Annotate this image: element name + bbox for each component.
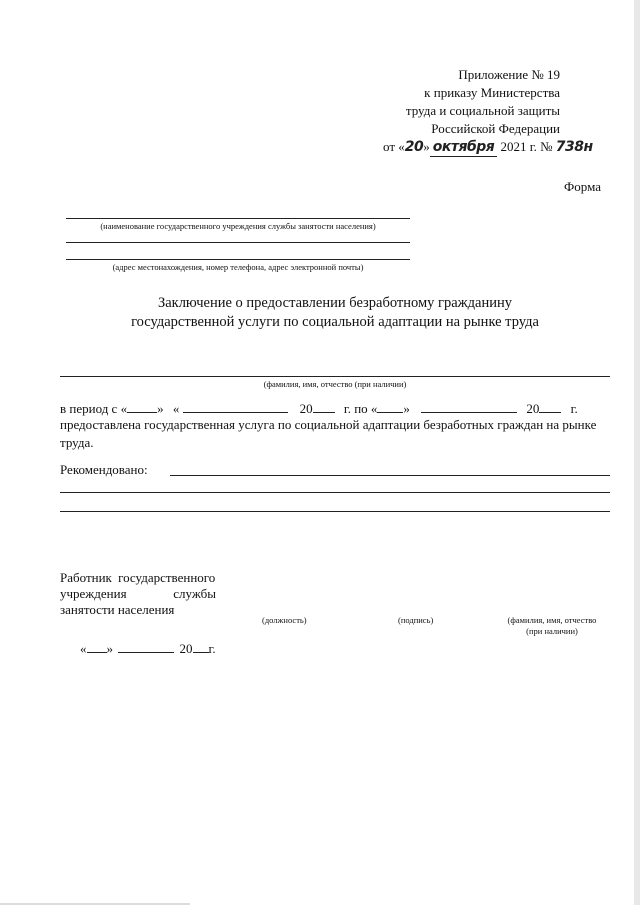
title-line: Заключение о предоставлении безработному гражданину	[157, 295, 513, 311]
signature-caption: (подпись)	[398, 615, 434, 625]
agency-name-caption: (наименование государственного учреждения службы занятости населения)	[100, 221, 376, 231]
recommended-label: Рекомендовано:	[60, 462, 148, 477]
sign-year-blank	[193, 640, 209, 653]
address-caption: (адрес местонахождения, номер телефона, адрес электронной почты)	[112, 262, 364, 272]
quote-open: «	[80, 641, 87, 656]
position-caption: (должность)	[262, 615, 307, 625]
sign-month-blank	[118, 640, 174, 653]
year-prefix: 20	[299, 401, 313, 416]
fio-caption: (фамилия, имя, отчество (при наличии)	[263, 379, 407, 389]
service-text-line: предоставлена государственная услуга по социальной адаптации безработных граждан на рынке	[60, 417, 597, 432]
agency-name-field-line-2	[66, 242, 410, 243]
quote-open: «	[172, 401, 180, 416]
year-prefix: 20	[179, 641, 193, 656]
day-from-blank	[127, 400, 157, 413]
recommended-field-line-3	[60, 511, 610, 512]
fio-sign-caption-line: (фамилия, имя, отчество	[507, 615, 597, 625]
month-from-blank	[183, 400, 288, 413]
order-date-line: от «20» октября 2021 г. № 738н	[383, 139, 593, 155]
year-prefix: 20	[526, 401, 540, 416]
appendix-line: к приказу Министерства	[424, 85, 560, 100]
month-to-blank	[421, 400, 517, 413]
service-text	[60, 416, 612, 452]
document-title	[60, 294, 610, 332]
service-text-line: труда.	[60, 435, 94, 450]
year-to-blank	[539, 400, 561, 413]
date-day-handwritten: 20	[404, 139, 424, 155]
worker-word: службы	[173, 586, 216, 601]
year-suffix: г.	[570, 401, 578, 416]
appendix-line: Российской Федерации	[431, 121, 560, 136]
worker-line: занятости населения	[60, 602, 175, 617]
sign-date-line	[80, 640, 216, 658]
year-suffix: г.	[208, 641, 216, 656]
scan-edge-shadow	[634, 0, 640, 905]
date-prefix: от «	[383, 139, 405, 154]
fio-sign-caption-line: (при наличии)	[526, 626, 578, 636]
form-label: Форма	[564, 179, 601, 194]
quote-close: »	[403, 401, 410, 416]
recommended-field-line	[170, 475, 610, 476]
appendix-header	[360, 66, 560, 138]
period-to-label: г. по «	[343, 401, 378, 416]
quote-close: »	[106, 641, 113, 656]
appendix-line: Приложение № 19	[458, 67, 560, 82]
period-from-label: в период с «	[60, 401, 128, 416]
appendix-line: труда и социальной защиты	[405, 103, 560, 118]
worker-label	[60, 570, 216, 618]
year-from-blank	[313, 400, 335, 413]
worker-word: учреждения	[60, 586, 127, 601]
day-to-blank	[377, 400, 403, 413]
date-month-handwritten: октября	[430, 138, 498, 157]
fio-sign-caption	[498, 615, 606, 637]
agency-name-field-line	[66, 218, 410, 219]
worker-line	[60, 586, 216, 602]
title-line: государственной услуги по социальной адаптации на рынке труда	[131, 314, 539, 330]
date-year: 2021 г. №	[500, 139, 553, 154]
address-field-line	[66, 259, 410, 260]
sign-day-blank	[87, 640, 107, 653]
recommended-field-line-2	[60, 492, 610, 493]
worker-line: Работник государственного	[60, 570, 216, 585]
order-number-handwritten: 738н	[555, 139, 593, 155]
fio-field-line	[60, 376, 610, 377]
quote-close: »	[157, 401, 164, 416]
